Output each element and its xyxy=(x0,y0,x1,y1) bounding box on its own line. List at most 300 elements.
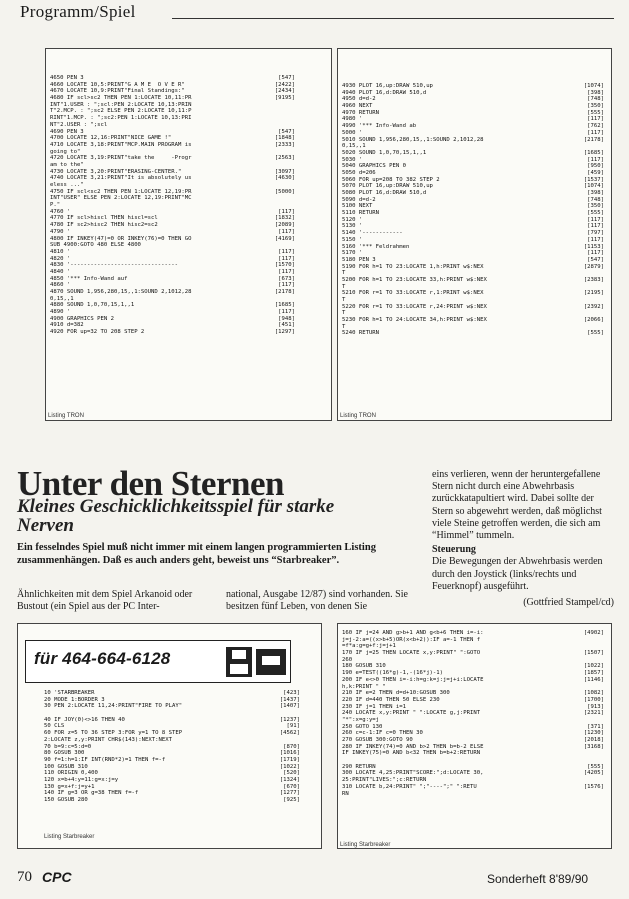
code-text: T xyxy=(342,270,346,277)
code-line xyxy=(50,115,295,122)
floppy-disk-icon xyxy=(226,647,252,677)
checksum: [1832] xyxy=(274,215,295,222)
code-text: 4960 NEXT xyxy=(342,103,373,110)
code-text: 4780 IF sc2>hisc2 THEN hisc2=sc2 xyxy=(50,222,158,229)
checksum: [3168] xyxy=(583,743,604,750)
code-text: 5100 NEXT xyxy=(342,203,373,210)
code-text: 210 IF e=2 THEN d=d+10:GOSUB 300 xyxy=(342,690,450,697)
code-text: 4870 SOUND 1,956,280,15,,1:SOUND 2,1012,28 xyxy=(50,289,192,295)
code-text: 5010 SOUND 1,956,280,15,,1:SOUND 2,1012,28 xyxy=(342,136,484,143)
code-text: 5160 '*** Feldrahmen xyxy=(342,243,410,250)
code-line xyxy=(342,730,604,737)
code-text: 250 GOTO 130 xyxy=(342,723,383,730)
code-line xyxy=(44,723,300,730)
code-text: am to the" xyxy=(50,161,84,168)
code-line xyxy=(50,309,295,316)
code-text: P." xyxy=(50,202,61,209)
code-text: 5240 RETURN xyxy=(342,330,380,337)
code-text: 5030 ' xyxy=(342,156,363,163)
code-line xyxy=(44,770,300,777)
code-text: 180 GOSUB 310 xyxy=(342,663,386,670)
code-line xyxy=(50,249,295,256)
article-col3-text: eins verlieren, wenn der heruntergefallene Stern nicht durch eine Abwehrbasis zurückkatapultiert wird. Dabei sollte der Stern so abgewehrt werden, daß möglichst viele Steine getroffen werden, die sich am “Himmel” tummeln. xyxy=(432,469,602,542)
code-text: 4700 LOCATE 12,16:PRINT"NICE GAME !" xyxy=(50,135,172,142)
code-line xyxy=(50,122,295,129)
code-line xyxy=(50,202,295,209)
article-author: (Gottfried Stampel/cd) xyxy=(523,597,614,609)
code-line xyxy=(44,744,300,751)
code-text: 4790 ' xyxy=(50,228,71,235)
listing-starbreaker-caption: Listing Starbreaker xyxy=(44,834,95,840)
code-text: 25:PRINT"LIVES:";c:RETURN xyxy=(342,777,427,784)
checksum: [547] xyxy=(278,75,295,81)
steuerung-heading: Steuerung xyxy=(432,544,476,556)
code-line xyxy=(44,703,300,710)
code-text: 270 GOSUB 300:GOTO 90 xyxy=(342,737,413,743)
code-text: eless ..." xyxy=(50,182,84,188)
code-text: 190 e=TEST((16*g)-1,-(16*j)-1) xyxy=(342,670,444,677)
code-line xyxy=(342,750,604,757)
checksum: [4902] xyxy=(583,630,604,636)
code-text: 4760 ' xyxy=(50,208,71,215)
code-text: =f*a:g=g+f:j=j+1 xyxy=(342,643,396,650)
code-line xyxy=(342,324,604,331)
code-text: 240 LOCATE x,y:PRINT " ":LOCATE g,j:PRINT xyxy=(342,710,481,717)
code-text: 5180 PEN 3 xyxy=(342,256,376,263)
code-line xyxy=(342,150,604,157)
checksum: [1576] xyxy=(583,783,604,790)
checksum: [2434] xyxy=(274,88,295,95)
code-line xyxy=(50,169,295,176)
checksum: [555] xyxy=(587,210,604,217)
checksum: [117] xyxy=(278,248,295,255)
code-line xyxy=(342,630,604,637)
code-text: 150 GOSUB 280 xyxy=(44,797,88,803)
checksum: [2178] xyxy=(274,289,295,295)
code-line xyxy=(342,223,604,230)
article-subtitle: Kleines Geschicklichkeitsspiel für starke Nerven xyxy=(17,496,335,536)
code-text: 4970 RETURN xyxy=(342,109,380,116)
code-text: 10 'STARBREAKER xyxy=(44,690,95,696)
code-line xyxy=(342,110,604,117)
code-text: T xyxy=(342,310,346,317)
code-text: 260 c=c-1:IF c=0 THEN 30 xyxy=(342,730,423,737)
listing-tron-right xyxy=(342,83,604,337)
code-line xyxy=(50,162,295,169)
code-text: 60 FOR z=5 TO 36 STEP 3:FOR y=1 TO 8 STEP xyxy=(44,730,183,737)
code-text: SUB 4900:GOTO 480 ELSE 4800 xyxy=(50,242,141,249)
code-line xyxy=(44,784,300,791)
checksum: [117] xyxy=(278,268,295,275)
checksum: [555] xyxy=(587,330,604,337)
code-text: 5190 FOR h=1 TO 23:LOCATE 1,h:PRINT w$:NEX xyxy=(342,263,484,270)
code-line xyxy=(342,123,604,130)
code-text: T xyxy=(342,283,346,290)
checksum: [950] xyxy=(587,163,604,170)
listing-starbreaker-caption-2: Listing Starbreaker xyxy=(340,842,391,848)
code-line xyxy=(50,82,295,89)
checksum: [748] xyxy=(587,96,604,103)
steuerung-text: Die Bewegungen der Abwehrbasis werden durch den Joystick (links/rechts und Feuerknopf) ausgeführt. xyxy=(432,556,603,592)
code-line xyxy=(44,764,300,771)
code-text: 110 ORIGIN 0,400 xyxy=(44,770,98,777)
code-text: 40 IF JOY(0)<>16 THEN 40 xyxy=(44,716,125,723)
section-header: Programm/Spiel xyxy=(20,2,136,21)
code-line xyxy=(44,797,300,804)
code-line xyxy=(342,143,604,150)
code-line xyxy=(342,217,604,224)
checksum: [117] xyxy=(587,129,604,136)
code-line xyxy=(44,750,300,757)
listing-tron-left xyxy=(50,75,295,336)
checksum: [1437] xyxy=(279,696,300,703)
checksum: [117] xyxy=(278,228,295,235)
code-text: 4660 LOCATE 10,5:PRINT"G A M E O V E R" xyxy=(50,81,185,88)
code-line xyxy=(44,697,300,704)
listing-tron-caption: Listing TRON xyxy=(48,413,84,419)
code-text: 4990 '*** Info-Wand ab xyxy=(342,123,417,130)
code-line xyxy=(342,203,604,210)
code-text: INT"USER" ELSE PEN 2:LOCATE 12,19:PRINT"MC xyxy=(50,195,192,202)
code-text: 0,15,,1 xyxy=(50,295,74,302)
code-line xyxy=(50,75,295,82)
checksum: [91] xyxy=(286,723,300,730)
banner-text: für 464-664-6128 xyxy=(34,649,171,668)
article-col1: Ähnlichkeiten mit dem Spiel Arkanoid oder Bustout (ein Spiel aus der PC Inter- xyxy=(17,589,193,613)
checksum: [2178] xyxy=(583,136,604,143)
code-text: 4740 LOCATE 3,21:PRINT"It is absolutely us xyxy=(50,175,192,182)
checksum: [555] xyxy=(587,763,604,770)
code-line xyxy=(342,724,604,731)
code-line xyxy=(50,129,295,136)
checksum: [1857] xyxy=(583,670,604,677)
checksum: [1700] xyxy=(583,696,604,703)
code-line xyxy=(342,257,604,264)
code-text: 5090 d=d-2 xyxy=(342,196,376,203)
code-line xyxy=(342,637,604,644)
checksum: [117] xyxy=(587,116,604,123)
code-text: 80 GOSUB 300 xyxy=(44,750,85,757)
checksum: [1719] xyxy=(279,756,300,763)
code-text: 4650 PEN 3 xyxy=(50,75,84,81)
code-line xyxy=(50,175,295,182)
code-line xyxy=(342,116,604,123)
checksum: [1082] xyxy=(583,690,604,697)
code-text: 4980 ' xyxy=(342,116,363,123)
checksum: [451] xyxy=(278,322,295,329)
code-text: 4730 LOCATE 3,20:PRINT"ERASING-CENTER." xyxy=(50,168,182,175)
code-text: 160 IF j=24 AND g>b+1 AND g<b+6 THEN i=-i: xyxy=(342,630,484,636)
code-text: T xyxy=(342,323,346,330)
checksum: [3097] xyxy=(274,168,295,175)
code-line xyxy=(342,130,604,137)
code-line xyxy=(342,757,604,764)
code-line xyxy=(342,690,604,697)
code-line xyxy=(50,102,295,109)
code-line xyxy=(342,277,604,284)
code-line xyxy=(50,155,295,162)
checksum: [4562] xyxy=(279,730,300,737)
checksum: [2333] xyxy=(274,141,295,148)
system-banner xyxy=(25,640,291,683)
code-text: 4890 ' xyxy=(50,309,71,316)
code-text: 4860 ' xyxy=(50,282,71,289)
checksum: [1237] xyxy=(279,716,300,723)
code-line xyxy=(342,83,604,90)
checksum: [670] xyxy=(283,783,300,790)
checksum: [1507] xyxy=(583,650,604,657)
checksum: [948] xyxy=(278,315,295,322)
code-text: 5000 ' xyxy=(342,129,363,136)
code-text: 200 IF e<>0 THEN i=-i:h=g:k=j:j=j+i:LOCATE xyxy=(342,676,484,683)
code-text: 5150 ' xyxy=(342,236,363,243)
checksum: [673] xyxy=(278,275,295,282)
code-text: 4680 IF scl>sc2 THEN PEN 1:LOCATE 10,11:PR xyxy=(50,95,192,102)
code-line xyxy=(342,103,604,110)
code-line xyxy=(50,142,295,149)
checksum: [1570] xyxy=(274,262,295,269)
code-text: 4810 ' xyxy=(50,248,71,255)
checksum: [398] xyxy=(587,190,604,196)
checksum: [870] xyxy=(283,743,300,750)
code-line xyxy=(342,183,604,190)
code-line xyxy=(50,322,295,329)
code-line xyxy=(342,643,604,650)
code-line xyxy=(342,244,604,251)
checksum: [2089] xyxy=(274,222,295,229)
code-text: T xyxy=(342,297,346,303)
code-line xyxy=(342,684,604,691)
code-line xyxy=(342,764,604,771)
code-line xyxy=(342,284,604,291)
checksum: [4205] xyxy=(583,770,604,777)
code-line xyxy=(44,710,300,717)
magazine-logo: CPC xyxy=(42,869,72,885)
code-line xyxy=(342,710,604,717)
code-text: 4800 IF INKEY(47)=0 OR INKEY(76)=0 THEN GO xyxy=(50,235,192,242)
code-text: 90 f=1:h=1:IF INT(RND*2)=1 THEN f=-f xyxy=(44,756,166,763)
code-text: 5050 d=206 xyxy=(342,169,376,176)
code-line xyxy=(342,744,604,751)
checksum: [2563] xyxy=(274,155,295,162)
code-line xyxy=(50,215,295,222)
checksum: [117] xyxy=(587,156,604,163)
code-text: 4900 GRAPHICS PEN 2 xyxy=(50,315,114,322)
checksum: [117] xyxy=(587,223,604,230)
code-text: 300 LOCATE 4,25:PRINT"SCORE:";d:LOCATE 30, xyxy=(342,770,484,777)
code-line xyxy=(50,95,295,102)
code-line xyxy=(50,135,295,142)
code-text: INT"1.USER : ";scl:PEN 2:LOCATE 10,13:PRIN xyxy=(50,101,192,108)
code-line xyxy=(342,310,604,317)
code-line xyxy=(50,302,295,309)
code-text: 290 RETURN xyxy=(342,763,376,770)
checksum: [1277] xyxy=(279,790,300,797)
checksum: [350] xyxy=(587,103,604,110)
checksum: [9195] xyxy=(274,95,295,102)
checksum: [1022] xyxy=(583,663,604,670)
code-line xyxy=(342,770,604,777)
code-text: 5040 GRAPHICS PEN 0 xyxy=(342,163,406,170)
code-line xyxy=(342,704,604,711)
code-text: 260 xyxy=(342,656,353,663)
code-line xyxy=(342,270,604,277)
checksum: [1537] xyxy=(583,176,604,183)
code-line xyxy=(342,237,604,244)
code-text: 4850 '*** Info-Wand auf xyxy=(50,275,128,282)
checksum: [2066] xyxy=(583,317,604,324)
checksum: [547] xyxy=(278,128,295,135)
checksum: [423] xyxy=(283,690,300,696)
checksum: [1230] xyxy=(583,730,604,737)
checksum: [117] xyxy=(587,250,604,257)
checksum: [1146] xyxy=(583,676,604,683)
code-text: "*":x=g:y=j xyxy=(342,716,380,723)
checksum: [117] xyxy=(587,216,604,223)
code-line xyxy=(50,222,295,229)
code-text: 4820 ' xyxy=(50,255,71,262)
code-line xyxy=(44,790,300,797)
code-line xyxy=(342,657,604,664)
checksum: [398] xyxy=(587,89,604,96)
code-text: 4840 ' xyxy=(50,268,71,275)
checksum: [1297] xyxy=(274,329,295,336)
code-line xyxy=(342,670,604,677)
code-text: RINT"1.MCP. : ";sc2:PEN 1:LOCATE 10,13:PRI xyxy=(50,115,192,122)
code-text: 5080 PLOT 16,d:DRAW 510,d xyxy=(342,190,427,196)
code-line xyxy=(50,256,295,263)
code-line xyxy=(342,210,604,217)
code-line xyxy=(342,304,604,311)
checksum: [1153] xyxy=(583,243,604,250)
code-line xyxy=(44,757,300,764)
checksum: [925] xyxy=(283,797,300,803)
checksum: [1848] xyxy=(274,135,295,142)
code-line xyxy=(342,163,604,170)
code-line xyxy=(50,276,295,283)
code-text: 4770 IF scl>hiscl THEN hiscl=scl xyxy=(50,215,158,222)
checksum: [748] xyxy=(587,196,604,203)
code-text: 5170 ' xyxy=(342,250,363,257)
checksum: [2321] xyxy=(583,710,604,717)
checksum: [1324] xyxy=(279,776,300,783)
code-text: T"2.MCP. : ";sc2 ELSE PEN 2:LOCATE 10,11:P xyxy=(50,108,192,115)
checksum: [520] xyxy=(283,770,300,777)
code-line xyxy=(44,777,300,784)
code-line xyxy=(50,195,295,202)
code-text: 4910 d=382 xyxy=(50,322,84,329)
checksum: [117] xyxy=(278,255,295,262)
code-line xyxy=(342,137,604,144)
code-line xyxy=(342,777,604,784)
code-text: 120 x=b+4:y=11:g=x:j=y xyxy=(44,776,119,783)
checksum: [350] xyxy=(587,203,604,210)
checksum: [459] xyxy=(587,169,604,176)
article-lead: Ein fesselndes Spiel muß nicht immer mit einem langen programmierten Listing zusammenhängen. Daß es auch anders geht, beweist uns “Starbreaker”. xyxy=(17,542,376,566)
checksum: [117] xyxy=(278,309,295,316)
code-text: 4830 '-------------------------------- xyxy=(50,262,178,269)
code-text: 4950 d=d-2 xyxy=(342,96,376,103)
code-text: 4710 LOCATE 3,18:PRINT"MCP.MAIN PROGRAM is xyxy=(50,141,192,148)
cassette-icon xyxy=(256,649,286,675)
checksum: [5000] xyxy=(274,188,295,195)
code-line xyxy=(44,730,300,737)
code-line xyxy=(342,90,604,97)
checksum: [1022] xyxy=(279,763,300,770)
code-line xyxy=(342,650,604,657)
code-text: 5020 SOUND 1,0,70,15,1,,1 xyxy=(342,149,427,156)
code-text: 50 CLS xyxy=(44,723,65,730)
code-text: IF INKEY(75)=0 AND b<32 THEN b=b+2:RETURN xyxy=(342,750,481,757)
checksum: [371] xyxy=(587,723,604,730)
code-text: 230 IF j=1 THEN i=1 xyxy=(342,703,406,710)
code-line xyxy=(50,88,295,95)
checksum: [4630] xyxy=(274,175,295,182)
code-line xyxy=(342,737,604,744)
code-line xyxy=(50,269,295,276)
checksum: [797] xyxy=(587,230,604,237)
code-line xyxy=(342,264,604,271)
checksum: [762] xyxy=(587,123,604,130)
code-line xyxy=(342,677,604,684)
code-line xyxy=(342,190,604,197)
code-text: 5110 RETURN xyxy=(342,210,380,217)
code-line xyxy=(342,230,604,237)
issue-label: Sonderheft 8'89/90 xyxy=(487,872,589,886)
listing-tron-caption-2: Listing TRON xyxy=(340,413,376,419)
checksum: [2422] xyxy=(274,81,295,88)
article-title: Unter den Sternen xyxy=(17,464,284,503)
code-text: 4670 LOCATE 10,9:PRINT"Final Standings:" xyxy=(50,88,185,95)
checksum: [2879] xyxy=(583,263,604,270)
checksum: [2383] xyxy=(583,276,604,283)
code-text: 4940 PLOT 16,d:DRAW 510,d xyxy=(342,89,427,96)
code-line xyxy=(342,791,604,798)
code-text: 5220 FOR r=1 TO 33:LOCATE r,24:PRINT w$:NEX xyxy=(342,303,487,310)
code-line xyxy=(342,157,604,164)
checksum: [2018] xyxy=(583,737,604,743)
code-line xyxy=(342,197,604,204)
code-text: 20 MODE 1:BORDER 3 xyxy=(44,696,105,703)
code-line xyxy=(50,182,295,189)
code-line xyxy=(342,784,604,791)
code-text: 2:LOCATE z,y:PRINT CHR$(143):NEXT:NEXT xyxy=(44,736,172,743)
checksum: [117] xyxy=(278,282,295,289)
code-text: 4720 LOCATE 3,19:PRINT"take the -Progr xyxy=(50,155,192,162)
code-line xyxy=(50,262,295,269)
code-line xyxy=(342,290,604,297)
code-text: 140 IF g=3 OR g=38 THEN f=-f xyxy=(44,790,139,797)
code-text: 4920 FOR up=32 TO 208 STEP 2 xyxy=(50,329,145,336)
code-text: RN xyxy=(342,790,349,797)
article-col3 xyxy=(432,469,614,609)
code-text: 5060 FOR up=208 TO 382 STEP 2 xyxy=(342,176,440,183)
code-line xyxy=(342,697,604,704)
code-text: 280 IF INKEY(74)=0 AND b>2 THEN b=b-2 ELSE xyxy=(342,743,484,750)
code-text: 5140 '------------ xyxy=(342,230,403,237)
listing-starbreaker-code xyxy=(44,690,300,804)
code-text: h,k:PRINT " " xyxy=(342,683,386,690)
code-text: 30 PEN 2:LOCATE 11,24:PRINT"FIRE TO PLAY" xyxy=(44,703,183,710)
checksum: [2195] xyxy=(583,290,604,297)
code-line xyxy=(342,250,604,257)
code-text: going to" xyxy=(50,148,81,155)
code-text: NT"2.USER : ";scl xyxy=(50,121,108,128)
checksum: [1074] xyxy=(583,83,604,89)
code-line xyxy=(50,242,295,249)
code-text: 4690 PEN 3 xyxy=(50,128,84,135)
code-line xyxy=(44,717,300,724)
